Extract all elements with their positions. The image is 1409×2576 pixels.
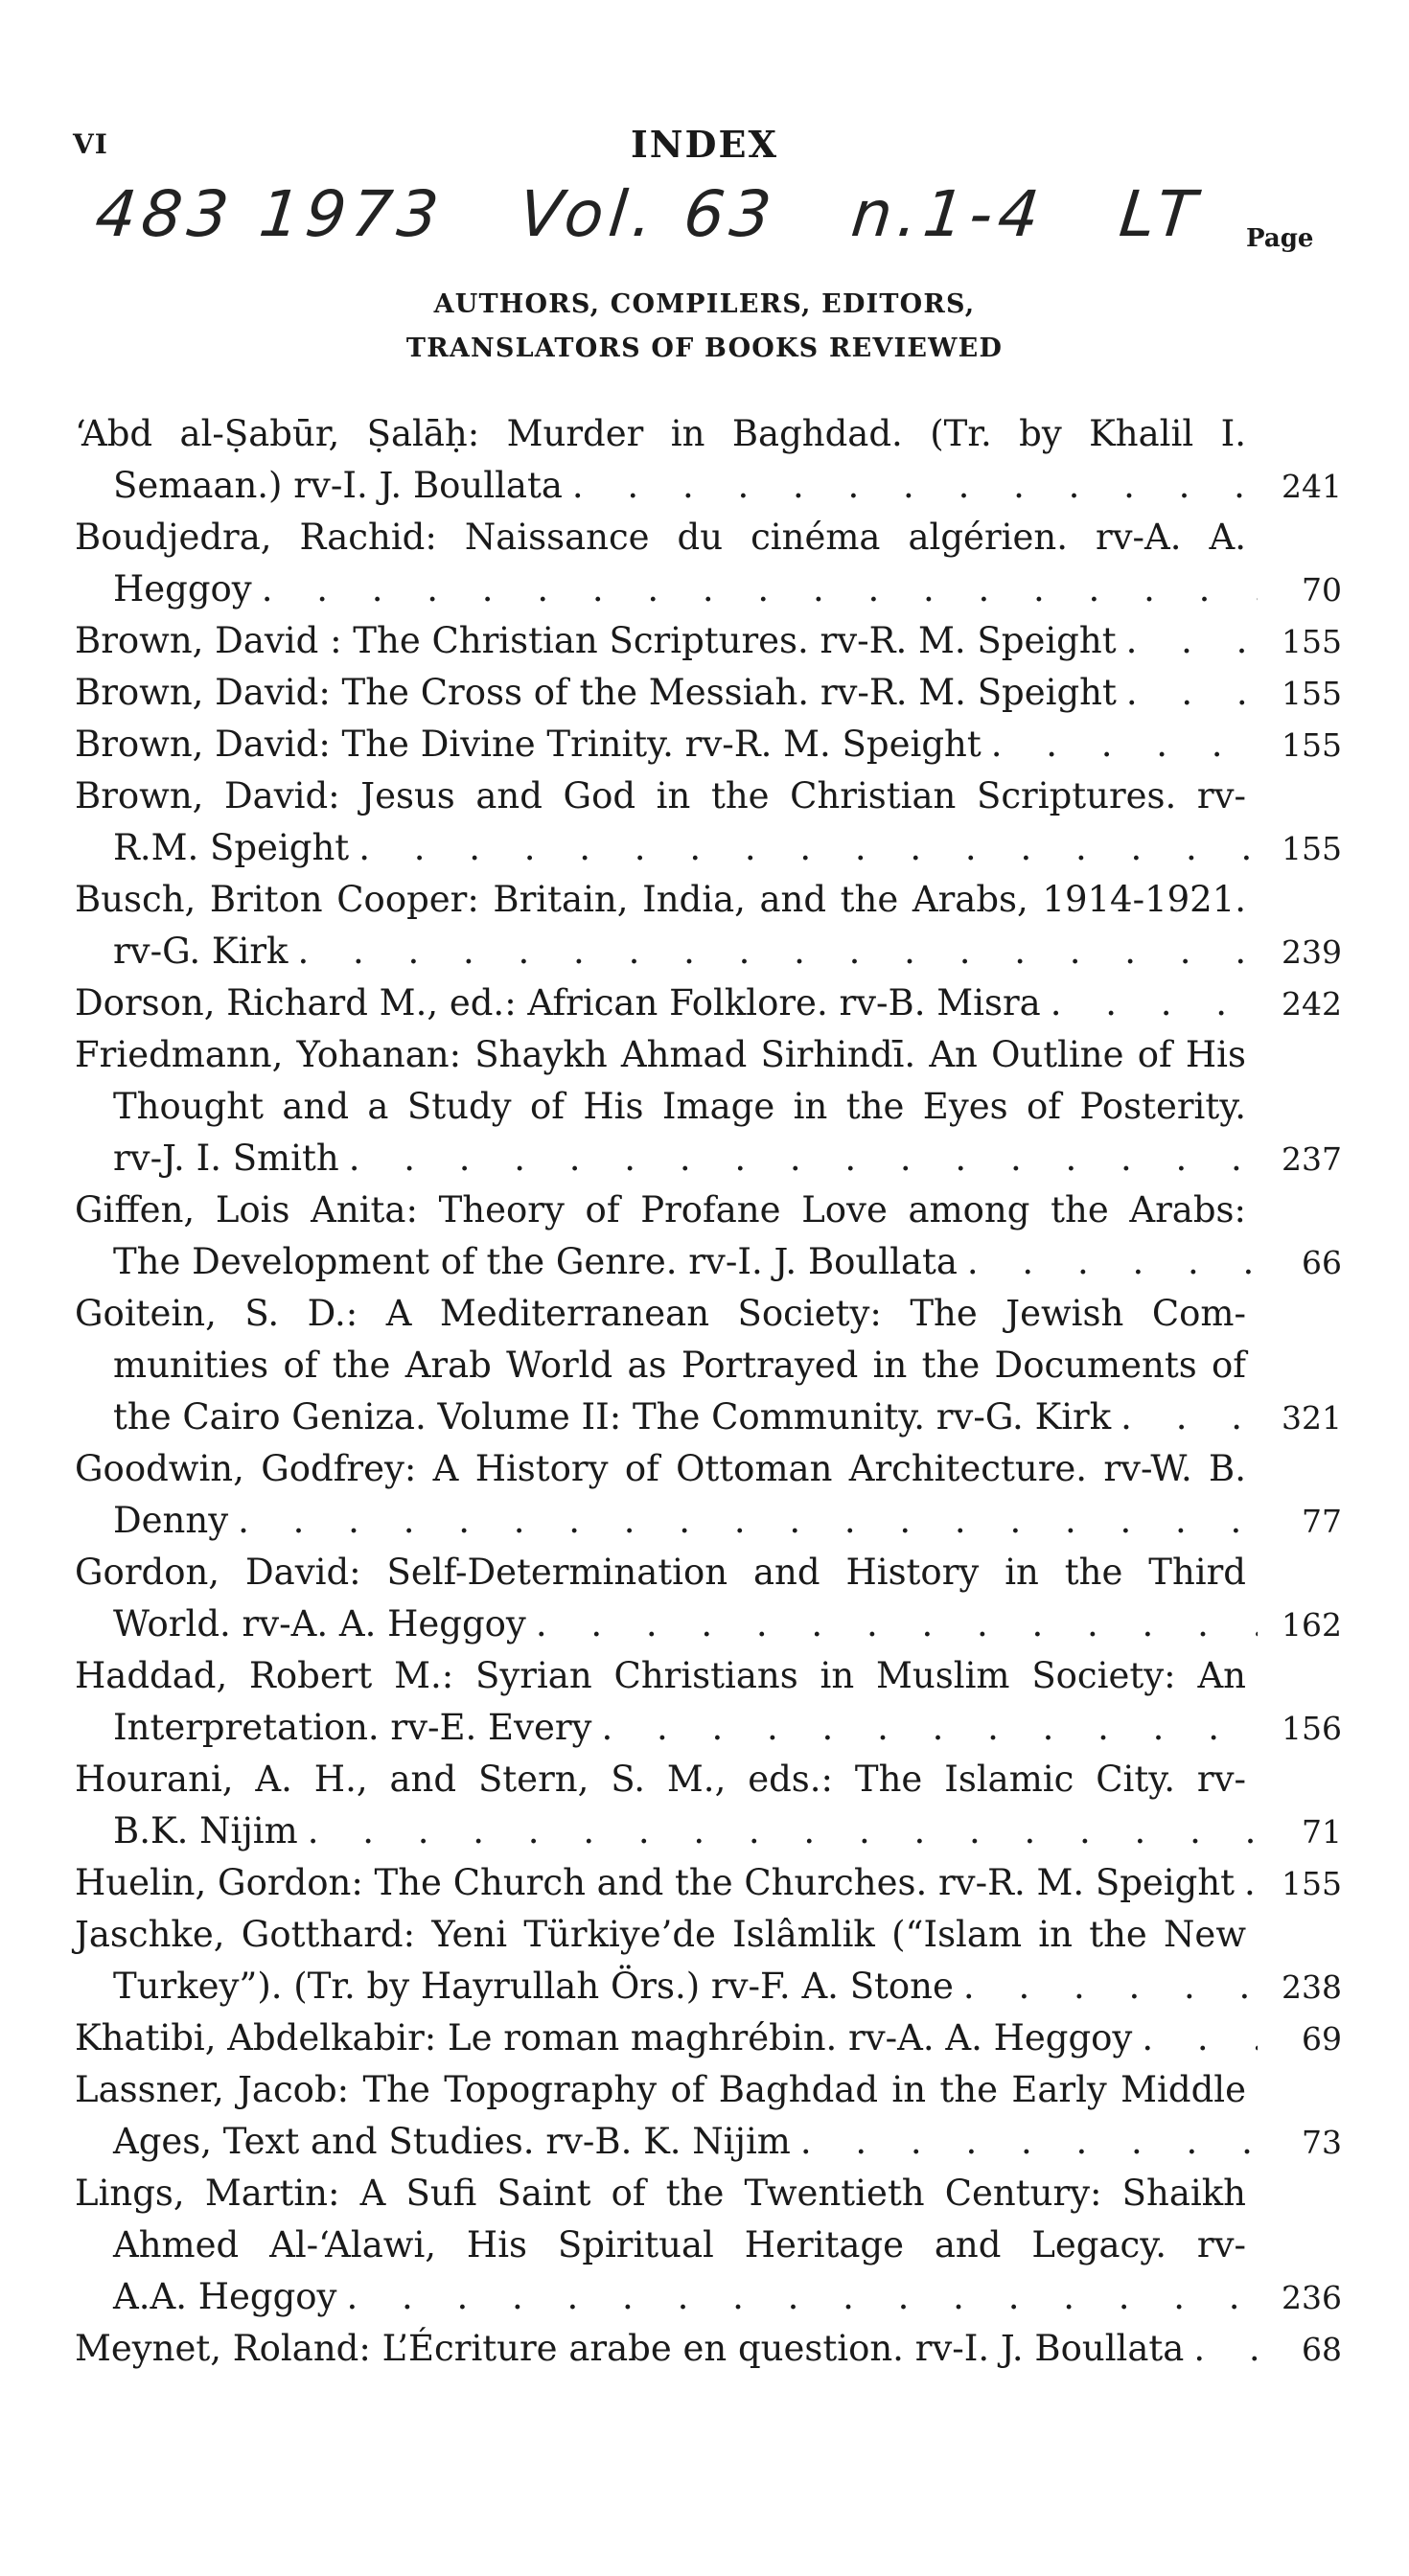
index-entry bbox=[0, 1029, 1409, 1184]
index-entry bbox=[0, 512, 1409, 615]
index-entry bbox=[0, 1857, 1409, 1909]
index-entry-line bbox=[0, 1702, 1342, 1754]
index-entry bbox=[0, 1754, 1409, 1857]
index-entry-text: B.K. Nijim bbox=[113, 1810, 298, 1852]
page-number-roman: VI bbox=[73, 128, 108, 160]
index-entry-line bbox=[0, 512, 1246, 564]
index-entry-line bbox=[0, 667, 1342, 719]
index-entry-page-number: 156 bbox=[1282, 1710, 1342, 1747]
index-entry-line bbox=[0, 1443, 1246, 1495]
dot-leader bbox=[967, 1236, 1258, 1288]
index-entry bbox=[0, 978, 1409, 1029]
index-entry-text: Goitein, S. D.: A Mediterranean Society: The Jewish Com- bbox=[75, 1293, 1246, 1334]
index-entry-line bbox=[0, 1806, 1342, 1857]
index-entry-line bbox=[0, 564, 1342, 615]
index-entry-page-number: 77 bbox=[1302, 1503, 1342, 1540]
index-entry-text: Lassner, Jacob: The Topography of Baghdad in the Early Middle bbox=[75, 2069, 1246, 2110]
index-entry-line bbox=[0, 2012, 1342, 2064]
index-entry-text: Khatibi, Abdelkabir: Le roman maghrébin. rv-A. A. Heggoy bbox=[75, 2017, 1133, 2058]
dot-leader bbox=[308, 1806, 1258, 1857]
index-entry bbox=[0, 719, 1409, 770]
index-entry-line bbox=[0, 1598, 1342, 1650]
index-entry-page-number: 241 bbox=[1282, 468, 1342, 505]
dot-leader bbox=[1142, 2012, 1258, 2064]
index-entry-text: Giffen, Lois Anita: Theory of Profane Love among the Arabs: bbox=[75, 1189, 1246, 1230]
handwritten-volume: Vol. 63 bbox=[515, 177, 780, 251]
index-entry-line bbox=[0, 1133, 1342, 1184]
index-entry-page-number: 162 bbox=[1282, 1606, 1342, 1644]
index-entry-text: rv-G. Kirk bbox=[113, 931, 289, 972]
index-entry-line bbox=[0, 1081, 1246, 1133]
index-entry-text: Hourani, A. H., and Stern, S. M., eds.: The Islamic City. rv- bbox=[75, 1759, 1246, 1800]
index-entry-text: Brown, David : The Christian Scriptures. rv-R. M. Speight bbox=[75, 620, 1117, 661]
dot-leader bbox=[1126, 667, 1258, 719]
index-entry-line bbox=[0, 1495, 1342, 1547]
index-entry-page-number: 155 bbox=[1282, 623, 1342, 660]
index-entry-text: Brown, David: The Divine Trinity. rv-R. M. Speight bbox=[75, 724, 982, 765]
handwritten-call-number: 483 1973 bbox=[91, 177, 448, 251]
index-entry-line bbox=[0, 1857, 1342, 1909]
dot-leader bbox=[1244, 1857, 1258, 1909]
index-entry-text: Interpretation. rv-E. Every bbox=[113, 1707, 592, 1748]
dot-leader bbox=[536, 1598, 1258, 1650]
handwritten-annotation bbox=[92, 177, 1255, 251]
index-entry-line bbox=[0, 978, 1342, 1029]
index-entry-text: Gordon, David: Self-Determination and History in the Third bbox=[75, 1552, 1246, 1593]
index-entry-text: Haddad, Robert M.: Syrian Christians in Muslim Society: An bbox=[75, 1655, 1246, 1696]
dot-leader bbox=[572, 460, 1258, 512]
index-entry-page-number: 155 bbox=[1282, 1865, 1342, 1902]
index-entries-list bbox=[0, 408, 1409, 2375]
index-entry-page-number: 155 bbox=[1282, 830, 1342, 867]
index-entry-page-number: 73 bbox=[1302, 2124, 1342, 2161]
index-entry-line bbox=[0, 2168, 1246, 2220]
index-entry-text: The Development of the Genre. rv-I. J. Boullata bbox=[113, 1241, 958, 1282]
index-entry-page-number: 238 bbox=[1282, 1968, 1342, 2006]
index-entry-line bbox=[0, 1754, 1246, 1806]
dot-leader bbox=[262, 564, 1258, 615]
index-entry-line bbox=[0, 460, 1342, 512]
index-entry-page-number: 71 bbox=[1302, 1813, 1342, 1851]
dot-leader bbox=[1120, 1392, 1258, 1443]
index-entry-page-number: 236 bbox=[1282, 2279, 1342, 2316]
index-entry-text: Boudjedra, Rachid: Naissance du cinéma algérien. rv-A. A. bbox=[75, 517, 1246, 558]
index-entry-line bbox=[0, 2064, 1246, 2116]
index-entry-line bbox=[0, 1029, 1246, 1081]
handwritten-initials: LT bbox=[1116, 177, 1206, 251]
index-entry-text: Lings, Martin: A Sufi Saint of the Twentieth Century: Shaikh bbox=[75, 2173, 1246, 2214]
index-entry bbox=[0, 874, 1409, 978]
index-entry-text: Ages, Text and Studies. rv-B. K. Nijim bbox=[113, 2121, 791, 2162]
index-entry bbox=[0, 667, 1409, 719]
index-entry-text: Thought and a Study of His Image in the Eyes of Posterity. bbox=[113, 1086, 1246, 1127]
index-entry-page-number: 237 bbox=[1282, 1140, 1342, 1178]
index-entry-text: Jaschke, Gotthard: Yeni Türkiye’de Islâmlik (“Islam in the New bbox=[75, 1914, 1246, 1955]
page-column-label: Page bbox=[1246, 224, 1314, 253]
index-entry bbox=[0, 2012, 1409, 2064]
index-entry bbox=[0, 1650, 1409, 1754]
index-entry-text: Busch, Briton Cooper: Britain, India, and the Arabs, 1914-1921. bbox=[75, 879, 1246, 920]
index-entry bbox=[0, 2064, 1409, 2168]
index-entry-page-number: 68 bbox=[1302, 2331, 1342, 2368]
index-entry-text: the Cairo Geniza. Volume II: The Community. rv-G. Kirk bbox=[113, 1396, 1112, 1438]
index-entry-line bbox=[0, 926, 1342, 978]
index-entry-page-number: 69 bbox=[1302, 2020, 1342, 2058]
dot-leader bbox=[601, 1702, 1258, 1754]
index-entry bbox=[0, 1184, 1409, 1288]
index-entry bbox=[0, 1288, 1409, 1443]
index-entry bbox=[0, 408, 1409, 512]
index-entry-text: ‘Abd al-Ṣabūr, Ṣalāḥ: Murder in Baghdad. (Tr. by Khalil I. bbox=[75, 413, 1246, 454]
index-entry-page-number: 155 bbox=[1282, 726, 1342, 764]
index-entry-text: Turkey”). (Tr. by Hayrullah Örs.) rv-F. A. Stone bbox=[113, 1966, 954, 2007]
dot-leader bbox=[1051, 978, 1258, 1029]
index-entry-line bbox=[0, 2220, 1246, 2271]
index-entry-text: Brown, David: The Cross of the Messiah. rv-R. M. Speight bbox=[75, 672, 1117, 713]
dot-leader bbox=[963, 1961, 1258, 2012]
index-entry-page-number: 155 bbox=[1282, 675, 1342, 712]
index-entry bbox=[0, 1547, 1409, 1650]
dot-leader bbox=[297, 926, 1258, 978]
index-entry-line bbox=[0, 770, 1246, 822]
dot-leader bbox=[800, 2116, 1258, 2168]
section-heading-line1: AUTHORS, COMPILERS, EDITORS, bbox=[433, 289, 976, 319]
index-entry-line bbox=[0, 2271, 1342, 2323]
dot-leader bbox=[1193, 2323, 1258, 2375]
dot-leader bbox=[238, 1495, 1258, 1547]
page-title: INDEX bbox=[631, 123, 778, 166]
index-entry-text: Brown, David: Jesus and God in the Christian Scriptures. rv- bbox=[75, 775, 1246, 816]
index-entry-page-number: 242 bbox=[1282, 985, 1342, 1023]
index-entry-line bbox=[0, 1547, 1246, 1598]
handwritten-issues: n.1-4 bbox=[847, 177, 1049, 251]
index-entry bbox=[0, 2323, 1409, 2375]
index-entry-text: Dorson, Richard M., ed.: African Folklore. rv-B. Misra bbox=[75, 982, 1041, 1024]
index-entry bbox=[0, 1909, 1409, 2012]
index-entry-line bbox=[0, 1184, 1246, 1236]
index-entry-text: Denny bbox=[113, 1500, 229, 1541]
index-entry-line bbox=[0, 822, 1342, 874]
index-entry-page-number: 239 bbox=[1282, 933, 1342, 971]
index-entry-line bbox=[0, 1961, 1342, 2012]
index-entry-page-number: 321 bbox=[1282, 1399, 1342, 1437]
index-entry bbox=[0, 1443, 1409, 1547]
index-entry-line bbox=[0, 1236, 1342, 1288]
index-entry-line bbox=[0, 408, 1246, 460]
index-entry-text: R.M. Speight bbox=[113, 827, 350, 868]
index-entry-text: Semaan.) rv-I. J. Boullata bbox=[113, 465, 563, 506]
index-entry-text: A.A. Heggoy bbox=[113, 2276, 337, 2317]
index-entry-line bbox=[0, 615, 1342, 667]
index-entry-text: Huelin, Gordon: The Church and the Churches. rv-R. M. Speight bbox=[75, 1862, 1236, 1903]
index-entry-text: Ahmed Al-‘Alawi, His Spiritual Heritage and Legacy. rv- bbox=[113, 2224, 1246, 2266]
index-entry-page-number: 66 bbox=[1302, 1244, 1342, 1281]
dot-leader bbox=[346, 2271, 1258, 2323]
index-entry-line bbox=[0, 1650, 1246, 1702]
section-heading-line2: TRANSLATORS OF BOOKS REVIEWED bbox=[405, 334, 1004, 363]
index-entry-text: Heggoy bbox=[113, 568, 252, 610]
index-entry-text: munities of the Arab World as Portrayed in the Documents of bbox=[113, 1345, 1246, 1386]
index-entry-line bbox=[0, 1909, 1246, 1961]
index-entry-line bbox=[0, 719, 1342, 770]
index-entry-text: Meynet, Roland: L’Écriture arabe en question. rv-I. J. Boullata bbox=[75, 2328, 1185, 2369]
index-entry-line bbox=[0, 2116, 1342, 2168]
index-entry-line bbox=[0, 874, 1246, 926]
index-entry-line bbox=[0, 1340, 1246, 1392]
index-entry-line bbox=[0, 1392, 1342, 1443]
index-entry bbox=[0, 615, 1409, 667]
index-entry-text: Friedmann, Yohanan: Shaykh Ahmad Sirhindī. An Outline of His bbox=[75, 1034, 1246, 1075]
dot-leader bbox=[358, 822, 1258, 874]
index-entry-text: rv-J. I. Smith bbox=[113, 1138, 339, 1179]
dot-leader bbox=[1126, 615, 1258, 667]
index-entry-line bbox=[0, 2323, 1342, 2375]
index-entry-text: World. rv-A. A. Heggoy bbox=[113, 1603, 526, 1644]
index-entry bbox=[0, 2168, 1409, 2323]
index-entry-page-number: 70 bbox=[1302, 571, 1342, 609]
index-entry bbox=[0, 770, 1409, 874]
index-entry-line bbox=[0, 1288, 1246, 1340]
dot-leader bbox=[991, 719, 1258, 770]
dot-leader bbox=[349, 1133, 1258, 1184]
index-entry-text: Goodwin, Godfrey: A History of Ottoman Architecture. rv-W. B. bbox=[75, 1448, 1246, 1489]
